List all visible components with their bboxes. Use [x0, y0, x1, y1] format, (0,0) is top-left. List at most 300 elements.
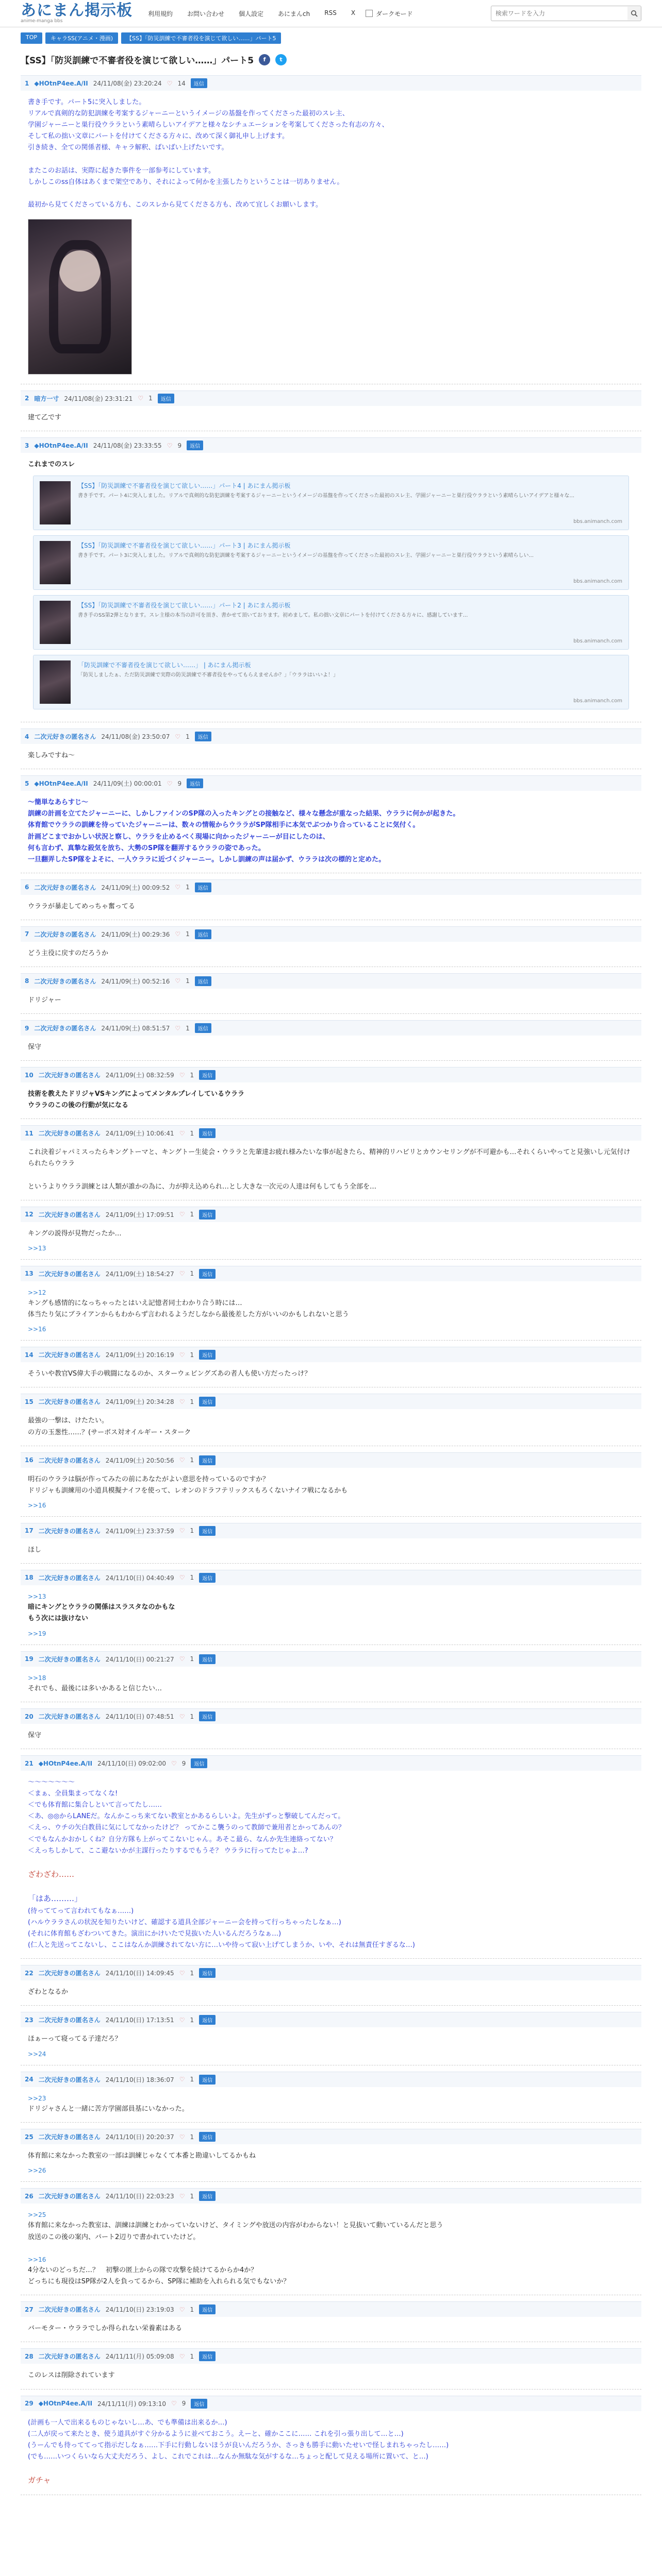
reply-button[interactable]: 返信 — [199, 1573, 216, 1583]
like-count: 1 — [190, 1655, 194, 1663]
search-icon[interactable] — [627, 7, 641, 20]
post-line[interactable]: >>12 — [28, 1289, 46, 1296]
like-count: 1 — [148, 395, 153, 402]
post-line: (待っててって言われてもなぁ……) — [28, 1907, 134, 1915]
nav-animanch[interactable]: あにまんch — [278, 10, 310, 18]
post-body — [21, 791, 641, 866]
post-author: ◆HOtnP4ee.A/II — [34, 779, 88, 787]
post-number[interactable]: 21 — [25, 1759, 34, 1767]
post-header — [21, 1020, 641, 1036]
reply-button[interactable]: 返信 — [199, 1968, 216, 1978]
post-date: 24/11/10(日) 22:03:23 — [105, 2193, 174, 2200]
post-date: 24/11/08(金) 23:31:21 — [64, 395, 133, 402]
nav-terms[interactable]: 利用規約 — [148, 10, 173, 18]
post-list — [0, 69, 662, 2495]
post-author: 二次元好きの匿名さん — [38, 1713, 101, 1721]
post-number[interactable]: 15 — [25, 1398, 34, 1405]
thread-title: 【SS】「防災訓練で不審者役を演じて欲しい……」パート5 — [21, 56, 254, 66]
post-number[interactable]: 3 — [25, 442, 29, 449]
post-line: ＜えっちしかして、ここ避ないかが主謀行ったりするでもうそ？ ウララに行ってたじゃよ…? — [28, 1846, 308, 1855]
reply-button[interactable]: 返信 — [199, 1397, 216, 1406]
post-body — [21, 1980, 641, 1998]
like-count: 1 — [190, 1456, 194, 1464]
post-line: バーモター・ウララでしか得られない栄養素はある — [28, 2325, 183, 2333]
link-domain: bbs.animanch.com — [573, 519, 622, 525]
nav-rss[interactable]: RSS — [324, 9, 337, 16]
post-line: 訓練の計画を立てたジャーニーに、しかしファインのSP隊の入ったキングとの接触など、様々な懸念が重なった結果、ウララに何かが起きた。 — [28, 810, 460, 818]
heart-icon[interactable]: ♡ — [175, 977, 181, 985]
reply-anchor-link[interactable]: >>16 — [28, 1501, 46, 1509]
link-description: 書き手です。パート3に突入しました。リアルで真剣的な防犯訓練を考案するジャーニーというイメージの基盤を作ってくださった最初のスレ主、学園ジャーニーと巣行役ウララという素晴らしい... — [78, 553, 534, 559]
heart-icon[interactable]: ♡ — [167, 779, 173, 787]
darkmode-checkbox[interactable] — [366, 10, 373, 17]
post-author: 二次元好きの匿名さん — [38, 1655, 101, 1663]
post-line: そういや教官VS偉大手の戦闘になるのか、スターウェビングズあの者人も使い方だったっけ？ — [28, 1370, 311, 1378]
post-line: キングも感情的になっちゃったとはいえ記憶者同士わかり合う時には… — [28, 1299, 242, 1308]
post-number[interactable]: 19 — [25, 1655, 34, 1663]
post-header — [21, 1266, 641, 1281]
post-author: 二次元好きの匿名さん — [38, 2306, 101, 2314]
link-description: 書き手のSS第2弾となります。スレ主様の本当の許可を頂き、書かせて頂いております。初めまして。私の拙い文章にパートを付けてくださる方々に、感謝しています... — [78, 613, 468, 619]
nav-contact[interactable]: お問い合わせ — [187, 10, 225, 18]
header — [0, 0, 662, 27]
post-line: 〜簡単なあらすじ〜 — [28, 799, 89, 807]
post-line: 保守 — [28, 1732, 42, 1740]
reply-button[interactable]: 返信 — [199, 1711, 216, 1721]
post-body — [21, 989, 641, 1006]
post-body — [21, 2364, 641, 2381]
heart-icon[interactable]: ♡ — [175, 930, 181, 938]
post-author: 二次元好きの匿名さん — [34, 733, 96, 741]
reply-button[interactable]: 返信 — [195, 929, 211, 939]
post-line: 建て乙です — [28, 413, 62, 421]
reply-button[interactable]: 返信 — [199, 1070, 216, 1080]
link-thumbnail — [40, 660, 71, 704]
heart-icon[interactable]: ♡ — [179, 1527, 185, 1535]
post-header — [21, 2301, 641, 2317]
post-header — [21, 2396, 641, 2411]
search-input[interactable] — [491, 10, 627, 17]
link-description: 書き手です。パート4に突入しました。リアルで真剣的な防犯訓練を考案するジャーニーというイメージの基盤を作ってくださった最初のスレ主、学園ジャーニーと巣行役ウララという素晴らしいアイデアと様々な... — [78, 493, 575, 499]
post-number[interactable]: 14 — [25, 1351, 34, 1359]
heart-icon[interactable]: ♡ — [179, 1456, 185, 1464]
reply-button[interactable]: 返信 — [199, 2015, 216, 2025]
facebook-share-icon[interactable]: f — [259, 54, 270, 65]
heart-icon[interactable]: ♡ — [179, 2016, 185, 2024]
post-number[interactable]: 8 — [25, 977, 29, 985]
breadcrumb-category[interactable]: キャラSS(アニメ・漫画) — [45, 32, 118, 44]
reply-button[interactable]: 返信 — [199, 2304, 216, 2314]
link-title[interactable]: 【SS】「防災訓練で不審者役を演じて欲しい……」パート2 | あにまん掲示板 — [78, 602, 291, 609]
post-line[interactable]: >>25 — [28, 2211, 46, 2219]
post-author: 二次元好きの匿名さん — [38, 1351, 101, 1359]
post-author: 二次元好きの匿名さん — [38, 1527, 101, 1535]
like-count: 9 — [181, 1759, 186, 1767]
post-author: ◆HOtnP4ee.A/II — [38, 2400, 93, 2408]
reply-anchor-link[interactable]: >>13 — [28, 1244, 46, 1252]
post-number[interactable]: 17 — [25, 1527, 34, 1535]
reply-button[interactable]: 返信 — [199, 1128, 216, 1138]
post-line — [28, 154, 634, 165]
post-line[interactable]: >>18 — [28, 1674, 46, 1682]
post-number[interactable]: 16 — [25, 1456, 34, 1464]
post-line: ＜えっ、ウチの矢白教員に気にしてなかったけど？ ってかここ襲うのって教師で兼用者とかってあんの？ — [28, 1824, 345, 1832]
post-number[interactable]: 25 — [25, 2133, 34, 2141]
post-body — [21, 1538, 641, 1556]
link-domain: bbs.animanch.com — [573, 579, 622, 585]
link-text — [78, 541, 622, 584]
post-number[interactable]: 29 — [25, 2400, 34, 2408]
reply-button[interactable]: 返信 — [199, 1526, 216, 1536]
breadcrumb-top[interactable]: TOP — [21, 32, 42, 44]
reply-button[interactable]: 返信 — [158, 394, 174, 403]
post-image[interactable] — [28, 219, 132, 375]
post-line: キングの説得が見物だったか… — [28, 1229, 122, 1238]
post-line: 計画どこまでおかしい状況と察し、ウララを止めるべく現場に向かったジャーニーが目にしたのは、 — [28, 833, 329, 841]
link-title[interactable]: 「防災訓練で不審者役を演じて欲しい……」 | あにまん掲示板 — [78, 662, 251, 669]
post-date: 24/11/09(土) 20:34:28 — [105, 1398, 174, 1406]
post-number[interactable]: 10 — [25, 1071, 34, 1079]
post-line: ざわざわ…… — [28, 1869, 75, 1879]
twitter-share-icon[interactable]: t — [275, 54, 287, 65]
search-box — [491, 6, 641, 21]
post — [21, 1061, 641, 1119]
post-line[interactable]: >>13 — [28, 1592, 46, 1600]
post-line: 「はあ………」 — [28, 1894, 82, 1904]
reply-button[interactable]: 返信 — [199, 2191, 216, 2201]
post-author: 二次元好きの匿名さん — [34, 977, 96, 985]
post-number[interactable]: 20 — [25, 1713, 34, 1720]
reply-button[interactable]: 返信 — [199, 2351, 216, 2361]
post — [21, 967, 641, 1014]
post-line: 何も言わず、真摯な殺気を放ち、大勢のSP隊を翻弄するウララの姿であった。 — [28, 844, 265, 852]
post-header — [21, 1651, 641, 1667]
post-number[interactable]: 11 — [25, 1129, 34, 1137]
post-body — [21, 895, 641, 912]
heart-icon[interactable]: ♡ — [179, 1655, 185, 1663]
post-line: 〜〜〜〜〜〜〜 — [28, 1778, 75, 1787]
post-date: 24/11/09(土) 17:09:51 — [105, 1211, 174, 1218]
like-count: 1 — [190, 2352, 194, 2360]
reply-button[interactable]: 返信 — [195, 883, 211, 892]
post-author: ◆HOtnP4ee.A/II — [34, 79, 88, 87]
reply-button[interactable]: 返信 — [199, 2132, 216, 2142]
heart-icon[interactable]: ♡ — [179, 2352, 185, 2360]
post-author: 二次元好きの匿名さん — [38, 2353, 101, 2361]
heart-icon[interactable]: ♡ — [179, 2133, 185, 2141]
post-line: 一旦翻弄したSP隊をよそに、一人ウララに近づくジャーニー。しかし訓練の声は届かず、ウララは次の標的と定めた。 — [28, 855, 386, 863]
post-date: 24/11/10(日) 20:20:37 — [105, 2133, 174, 2141]
post — [21, 873, 641, 920]
post-header — [21, 1125, 641, 1141]
heart-icon[interactable]: ♡ — [179, 1071, 185, 1079]
post-line: これ決着ジャパミスったらキングトーマと、キングトー生徒会・ウララと先輩達お疲れ様みたいな事が起きたら、精神的リハビリとカウンセリングが不可避かも…それくらいやってと見強いし元気付けられたらウララ — [28, 1148, 631, 1168]
post-author: 二次元好きの匿名さん — [38, 2016, 101, 2024]
post-header — [21, 1394, 641, 1409]
post-line: もう次には抜けない — [28, 1615, 89, 1623]
reply-button[interactable]: 返信 — [195, 976, 211, 986]
post-body — [21, 1281, 641, 1321]
post-header — [21, 879, 641, 895]
link-title[interactable]: 【SS】「防災訓練で不審者役を演じて欲しい……」パート3 | あにまん掲示板 — [78, 542, 291, 550]
like-count: 1 — [190, 2192, 194, 2200]
heart-icon[interactable]: ♡ — [175, 884, 181, 891]
reply-button[interactable]: 返信 — [187, 778, 203, 788]
post-line: ＜あ、◎◎からLANEだ。なんかこっち来てない教室とかあるらしいよ。先生がずっと撃破してんだって。 — [28, 1812, 345, 1821]
post-body — [21, 1667, 641, 1694]
like-count: 1 — [190, 1713, 194, 1720]
heart-icon[interactable]: ♡ — [171, 1759, 177, 1767]
post — [21, 2295, 641, 2342]
heart-icon[interactable]: ♡ — [179, 2076, 185, 2083]
post-body — [21, 453, 641, 470]
post-header — [21, 1067, 641, 1082]
post — [21, 1200, 641, 1260]
post-date: 24/11/09(土) 00:09:52 — [101, 884, 170, 891]
post-line: (二人が戻って来たとき、使う道具がすぐ分かるように並べておこう。えーと、確かここに…… これを引っ張り出して…と…) — [28, 2430, 404, 2438]
post-line: 体育館に来なかった教室の一部は訓練じゃなくて本番と勘違いしてるかもね — [28, 2152, 256, 2160]
post-number[interactable]: 24 — [25, 2076, 34, 2083]
post-line: これまでのスレ — [28, 461, 75, 469]
like-count: 9 — [181, 2400, 186, 2408]
post — [21, 1341, 641, 1387]
post — [21, 2006, 641, 2065]
post-number[interactable]: 5 — [25, 779, 29, 787]
post-header — [21, 2348, 641, 2364]
link-card[interactable] — [33, 476, 629, 530]
post-header — [21, 1207, 641, 1222]
post-header — [21, 1755, 641, 1771]
post-line — [28, 1881, 634, 1892]
link-text — [78, 481, 622, 524]
like-count: 1 — [190, 1527, 194, 1535]
link-description: 「防災しましたぁ、ただ防災訓練で実際の防災訓練で不審者役をやってもらえませんか？」「ウララはいいよ！」 — [78, 672, 338, 679]
post-line: (それに体育館もざわついてきた。演出にかけいたで見抜いた人いるんだろうなぁ…) — [28, 1930, 282, 1938]
post-date: 24/11/10(日) 00:21:27 — [105, 1655, 174, 1663]
post-header — [21, 1452, 641, 1468]
post — [21, 1645, 641, 1702]
post-author: 二次元好きの匿名さん — [38, 2076, 101, 2083]
post-header — [21, 926, 641, 942]
post-number[interactable]: 28 — [25, 2352, 34, 2360]
site-logo[interactable] — [21, 3, 133, 24]
heart-icon[interactable]: ♡ — [179, 1398, 185, 1405]
post — [21, 2065, 641, 2123]
heart-icon[interactable]: ♡ — [179, 1713, 185, 1720]
post-number[interactable]: 6 — [25, 884, 29, 891]
heart-icon[interactable]: ♡ — [179, 1351, 185, 1359]
post-number[interactable]: 9 — [25, 1024, 29, 1032]
reply-button[interactable]: 返信 — [199, 1654, 216, 1664]
post-line[interactable]: >>16 — [28, 2256, 46, 2263]
heart-icon[interactable]: ♡ — [179, 1270, 185, 1278]
link-card[interactable] — [33, 535, 629, 590]
post-body — [21, 1222, 641, 1240]
reply-button[interactable]: 返信 — [191, 1758, 207, 1768]
reply-button[interactable]: 返信 — [195, 1023, 211, 1033]
heart-icon[interactable]: ♡ — [179, 1969, 185, 1977]
reply-button[interactable]: 返信 — [187, 440, 203, 450]
post-body — [21, 2087, 641, 2115]
post-header — [21, 973, 641, 989]
post-line: (仁人と先送ってこないし、ここはなんか訓練されてない方に…いや待って寂い上げてしまうか、いや、それは無責任すぎるな…) — [28, 1941, 415, 1950]
post-line: それでも、最後には多いかあると信じたい… — [28, 1684, 162, 1692]
reply-button[interactable]: 返信 — [191, 78, 207, 88]
heart-icon[interactable]: ♡ — [175, 733, 181, 740]
reply-button[interactable]: 返信 — [199, 1269, 216, 1279]
darkmode-label: ダークモード — [376, 10, 413, 18]
post-date: 24/11/10(日) 18:36:07 — [105, 2076, 174, 2083]
like-count: 1 — [186, 977, 190, 985]
like-count: 1 — [190, 2076, 194, 2083]
post-line: (でも……いつくらいなら大丈夫だろう、よし、これでこれは…なんか無駄な気がするな…ちょっと配して見える場所に置いて、と…) — [28, 2452, 428, 2461]
breadcrumb-thread[interactable]: 【SS】「防災訓練で不審者役を演じて欲しい……」パート5 — [121, 32, 281, 44]
post-line: (うーんでも待っててって指示だしなぁ……下手に行動しないほうが良いんだろうか、さっきも勝手に動いたせいで怪しまれちゃったし……) — [28, 2441, 449, 2449]
post-date: 24/11/10(日) 04:40:49 — [105, 1574, 174, 1582]
post-body — [21, 1036, 641, 1053]
post-author: 二次元好きの匿名さん — [38, 1398, 101, 1406]
post-line[interactable]: >>23 — [28, 2094, 46, 2102]
reply-button[interactable]: 返信 — [199, 1210, 216, 1219]
post-line: (ハルウララさんの状況を知りたいけど、確認する道具全部ジャーニー会を持って行っちゃったしなぁ…) — [28, 1919, 341, 1927]
post-number[interactable]: 7 — [25, 930, 29, 938]
post-author: ◆HOtnP4ee.A/II — [34, 442, 88, 449]
post-number[interactable]: 22 — [25, 1969, 34, 1977]
post-header — [21, 2129, 641, 2144]
heart-icon[interactable]: ♡ — [167, 79, 173, 87]
post-author: 二次元好きの匿名さん — [38, 1574, 101, 1582]
like-count: 1 — [190, 1129, 194, 1137]
post-number[interactable]: 2 — [25, 395, 29, 402]
post-line: 体育館でウララの訓練を待っていたジャーニーは、数々の情報からウララがSP隊相手に本気でぶつかり合っていることに気付く。 — [28, 821, 420, 829]
post-body — [21, 2144, 641, 2162]
heart-icon[interactable]: ♡ — [167, 442, 173, 449]
post-line — [28, 2463, 634, 2474]
post — [21, 1387, 641, 1446]
post — [21, 1959, 641, 2006]
post-header — [21, 1347, 641, 1362]
post-number[interactable]: 23 — [25, 2016, 34, 2024]
link-thumbnail — [40, 601, 71, 644]
post-date: 24/11/09(土) 10:06:41 — [105, 1130, 174, 1138]
reply-button[interactable]: 返信 — [191, 2399, 207, 2409]
post-body — [21, 1724, 641, 1741]
post — [21, 1014, 641, 1061]
post-line: 暗にキングとウララの関係はスラスタなのかもな — [28, 1603, 175, 1612]
heart-icon[interactable]: ♡ — [179, 1574, 185, 1582]
reply-button[interactable]: 返信 — [199, 1350, 216, 1360]
link-domain: bbs.animanch.com — [573, 698, 622, 704]
post-header — [21, 2072, 641, 2087]
post — [21, 2123, 641, 2182]
post-line — [28, 1170, 634, 1181]
post-body — [21, 2411, 641, 2487]
post-body — [21, 1771, 641, 1951]
post-line: というよりウララ訓練とは人類が誰かの為に、力が抑え込められ…とし大きな一次元の人達は何もしてもう全部を… — [28, 1182, 377, 1191]
like-count: 1 — [186, 1024, 190, 1032]
post-date: 24/11/10(日) 17:13:51 — [105, 2016, 174, 2024]
heart-icon[interactable]: ♡ — [179, 2306, 185, 2313]
post-header — [21, 2012, 641, 2027]
link-text — [78, 660, 622, 704]
post — [21, 431, 641, 722]
post-number[interactable]: 26 — [25, 2192, 34, 2200]
logo-text[interactable]: あにまん掲示板 — [21, 2, 133, 20]
darkmode-toggle[interactable] — [366, 9, 413, 18]
post-body — [21, 1362, 641, 1380]
post-body — [21, 2317, 641, 2334]
post-author: 二次元好きの匿名さん — [38, 2133, 101, 2141]
post — [21, 2342, 641, 2389]
post-date: 24/11/09(土) 18:54:27 — [105, 1270, 174, 1278]
post-number[interactable]: 13 — [25, 1270, 34, 1278]
nav-x[interactable]: X — [351, 9, 356, 16]
post-line: またこのお話は、実際に起きた事件を一部参考にしています。 — [28, 166, 215, 175]
link-title[interactable]: 【SS】「防災訓練で不審者役を演じて欲しい……」パート4 | あにまん掲示板 — [78, 482, 291, 490]
heart-icon[interactable]: ♡ — [138, 395, 144, 402]
post-author: 二次元好きの匿名さん — [38, 1456, 101, 1464]
post-line: そして私の拙い文章にパートを付けてくださる方々に、改めて深く御礼申し上げます。 — [28, 132, 289, 141]
reply-anchor-link[interactable]: >>16 — [28, 1326, 46, 1333]
like-count: 1 — [190, 1211, 194, 1218]
post-header — [21, 1523, 641, 1538]
heart-icon[interactable]: ♡ — [179, 2192, 185, 2200]
post-number[interactable]: 1 — [25, 79, 29, 87]
post-line — [28, 1857, 634, 1868]
reply-anchor-link[interactable]: >>26 — [28, 2167, 46, 2175]
link-card[interactable] — [33, 655, 629, 709]
post-number[interactable]: 18 — [25, 1574, 34, 1582]
post-number[interactable]: 4 — [25, 733, 29, 740]
heart-icon[interactable]: ♡ — [179, 1211, 185, 1218]
reply-button[interactable]: 返信 — [195, 732, 211, 741]
post-line: 書き手です。パート5に突入しました。 — [28, 98, 146, 106]
heart-icon[interactable]: ♡ — [179, 1129, 185, 1137]
nav-settings[interactable]: 個人設定 — [239, 10, 264, 18]
reply-anchor-link[interactable]: >>24 — [28, 2050, 46, 2058]
post-line: ドリジャー — [28, 996, 61, 1004]
reply-button[interactable]: 返信 — [199, 1455, 216, 1465]
post-line: 学園ジャーニーと巣行役ウララという素晴らしいアイデアと様々なシチュエーションを考案してくださった有志の方々、 — [28, 121, 389, 129]
post-header — [21, 775, 641, 791]
reply-button[interactable]: 返信 — [199, 2075, 216, 2084]
post-author: ◆HOtnP4ee.A/II — [38, 1759, 93, 1767]
post-line: 4分ないのどっちだ…？ 初撃の匿上からの隊で攻撃を続けてるからか4か？ — [28, 2266, 258, 2275]
post-date: 24/11/08(金) 23:20:24 — [93, 80, 162, 87]
post-number[interactable]: 27 — [25, 2306, 34, 2313]
post-date: 24/11/11(月) 09:13:10 — [97, 2400, 167, 2408]
heart-icon[interactable]: ♡ — [171, 2400, 177, 2408]
heart-icon[interactable]: ♡ — [175, 1024, 181, 1032]
link-card[interactable] — [33, 595, 629, 650]
post-body — [21, 1468, 641, 1497]
post-date: 24/11/11(月) 05:09:08 — [105, 2353, 174, 2361]
reply-anchor-link[interactable]: >>19 — [28, 1630, 46, 1637]
link-domain: bbs.animanch.com — [573, 638, 622, 645]
like-count: 1 — [186, 733, 190, 740]
post-body — [21, 1082, 641, 1111]
post-header — [21, 2188, 641, 2204]
post-body — [21, 2204, 641, 2287]
post-line: 最初から見てくださっている方も、このスレから見てくださる方も、改めて宜しくお願いします。 — [28, 200, 322, 209]
post-header — [21, 728, 641, 744]
post-author: 二次元好きの匿名さん — [38, 2193, 101, 2200]
post — [21, 69, 641, 384]
post-body — [21, 744, 641, 761]
post-date: 24/11/09(土) 20:50:56 — [105, 1456, 174, 1464]
post-number[interactable]: 12 — [25, 1211, 34, 1218]
post-header — [21, 1570, 641, 1585]
